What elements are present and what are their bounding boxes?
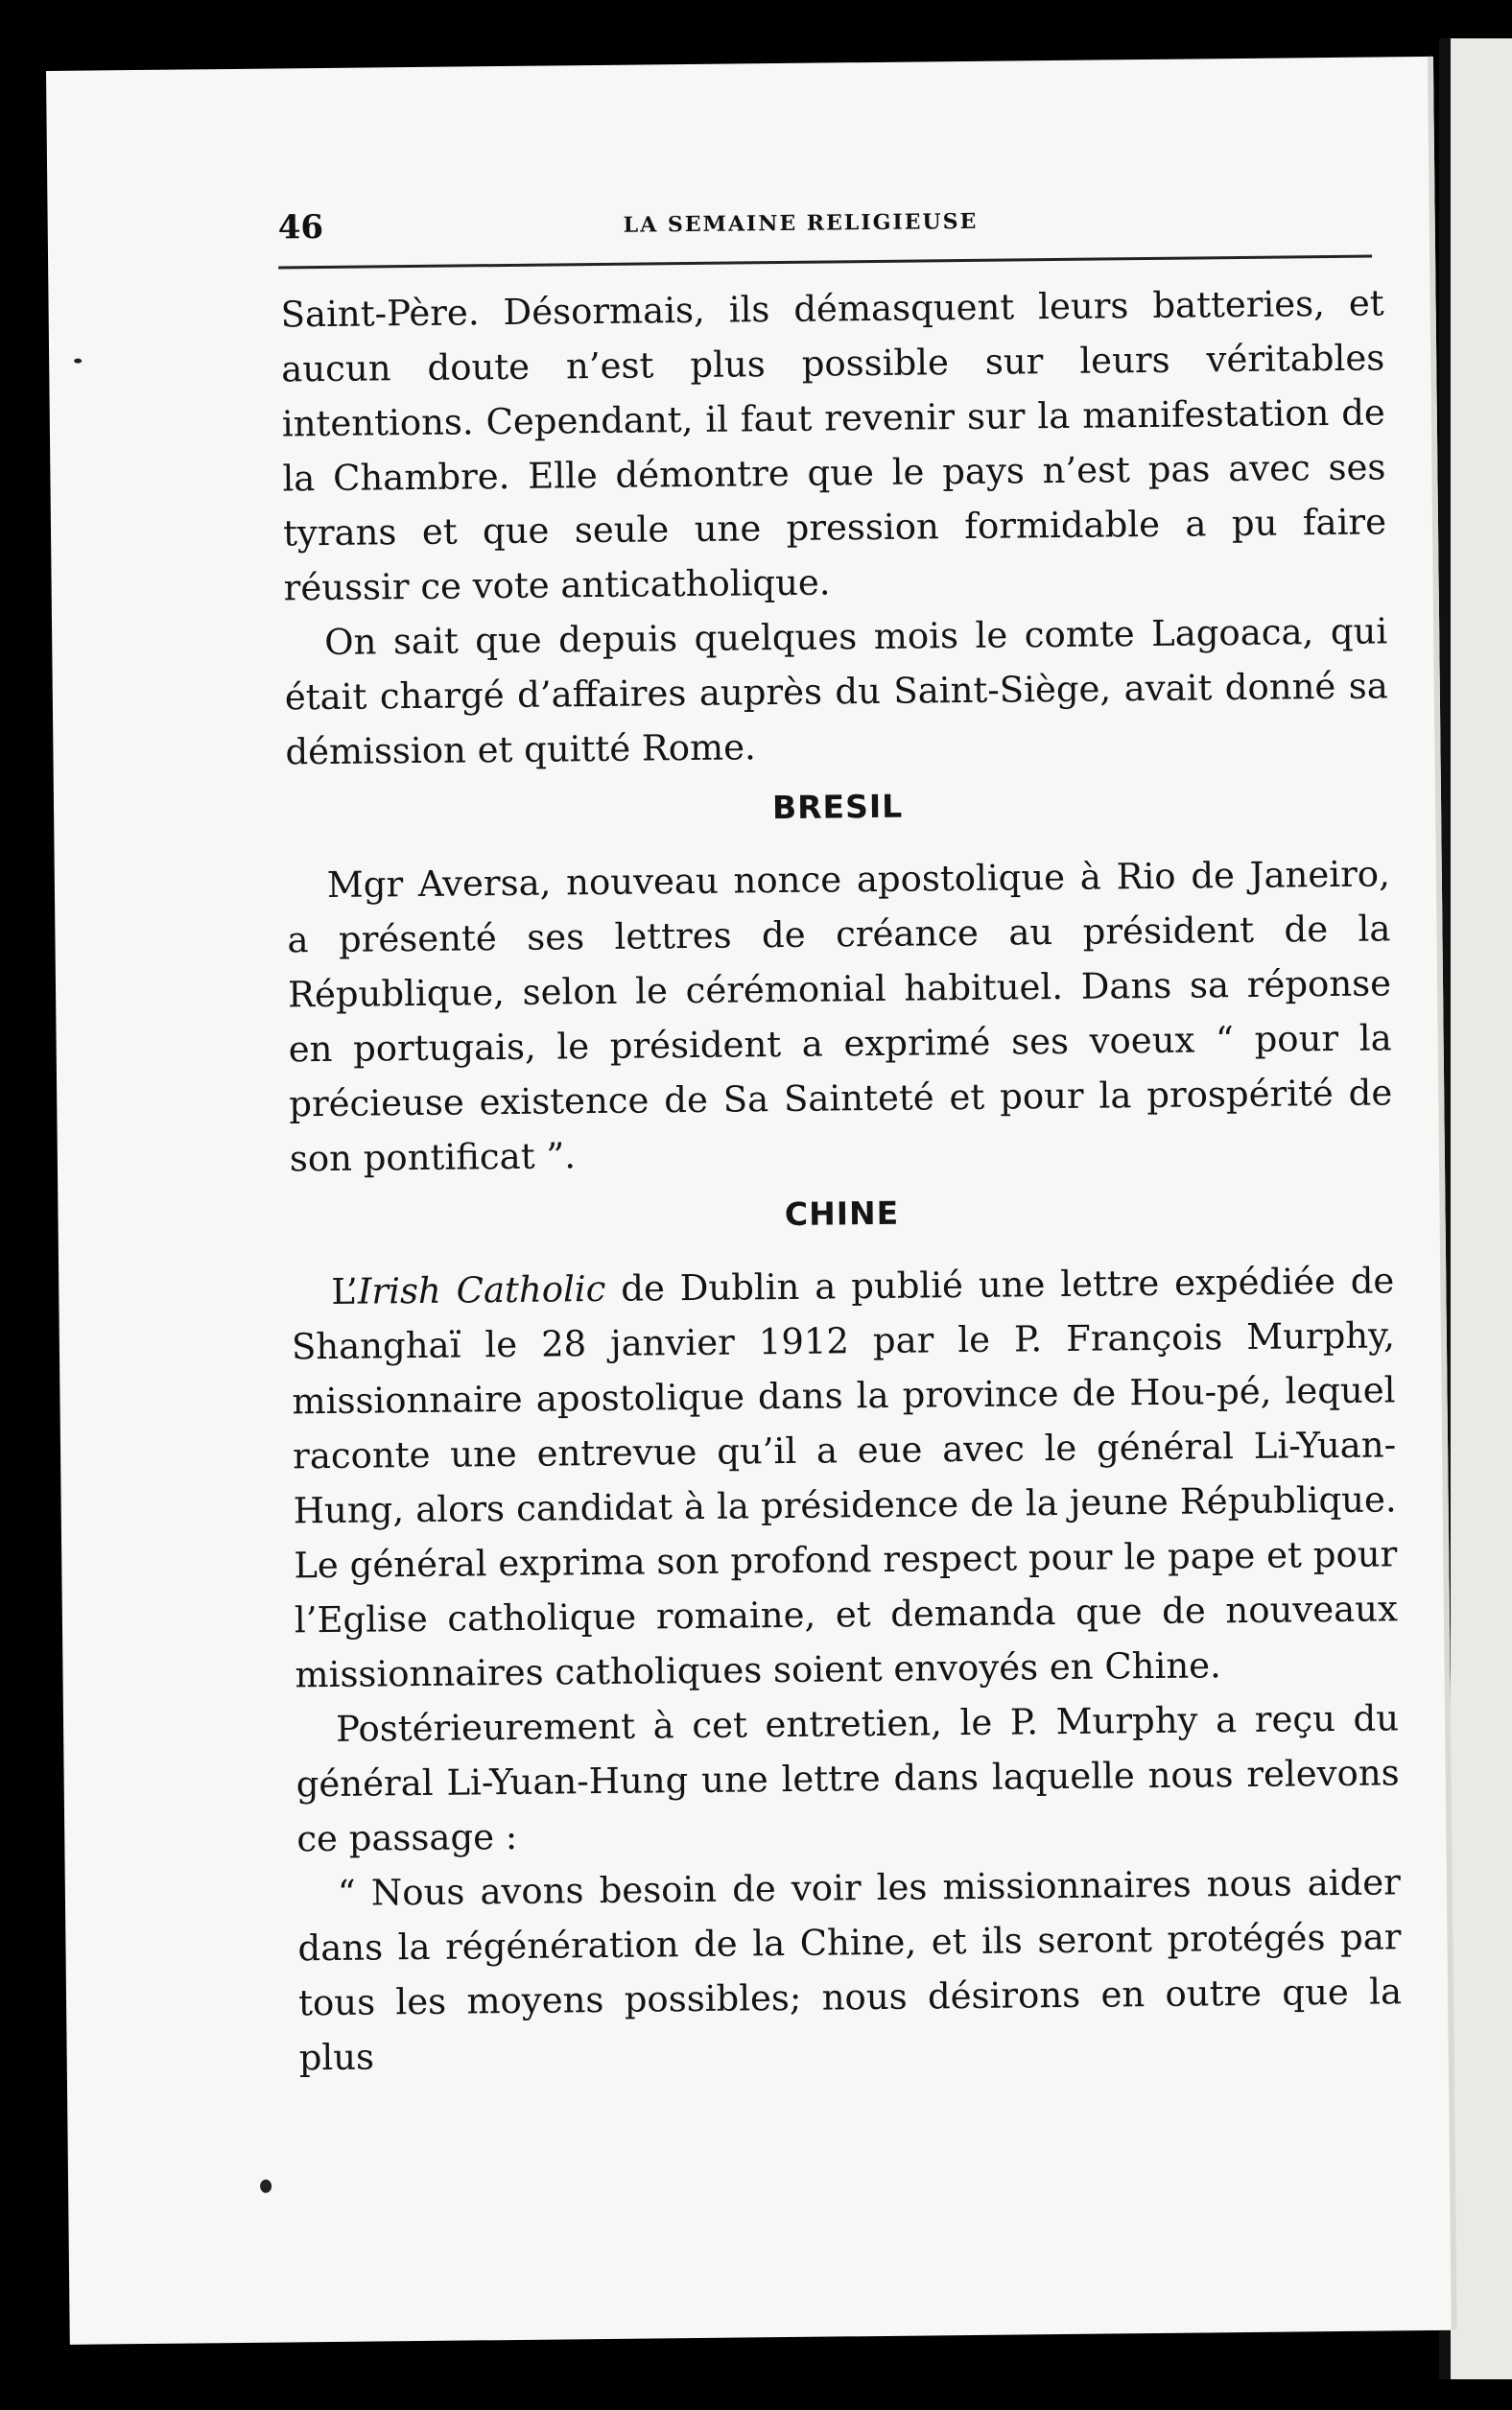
- page-number: 46: [277, 207, 324, 248]
- paragraph-1: Saint-Père. Désormais, ils démasquent leurs batteries, et aucun doute n’est plus possible sur leurs véritables intentions. Cependant, il faut revenir sur la manifestation de la Chambre. Elle démontre que le pays n’est pas avec ses tyrans et que seule une pression formidable a pu faire réussir ce vote anticatholique.: [280, 282, 1387, 609]
- next-page-edge: [1451, 38, 1512, 2379]
- section-heading-chine: CHINE: [784, 1193, 900, 1234]
- article-body: [280, 275, 1403, 2085]
- paragraph-3: Mgr Aversa, nouveau nonce apostolique à Rio de Janeiro, a présenté ses lettres de créance au président de la République, selon le cérémonial habituel. Dans sa réponse en portugais, le président a exprimé ses voeux “ pour la précieuse existence de Sa Sainteté et pour la prospérité de son pontificat ”.: [287, 853, 1393, 1180]
- book-page: [46, 57, 1457, 2345]
- running-title: LA SEMAINE RELIGIEUSE: [623, 208, 979, 238]
- scan-speck: [260, 2180, 272, 2193]
- header-rule: [278, 255, 1372, 270]
- paragraph-2: On sait que depuis quelques mois le comte Lagoaca, qui était chargé d’affaires auprès du Saint-Siège, avait donné sa démission et quitté Rome.: [284, 610, 1389, 773]
- paragraph-4-rest: de Dublin a publié une lettre expédiée de Shanghaï le 28 janvier 1912 par le P. François Murphy, missionnaire apostolique dans la province de Hou-pé, lequel raconte une entrevue qu’il a eue avec le général Li-Yuan-Hung, alors candidat à la présidence de la jeune République. Le général exprima son profond respect pour le pape et pour l’Eglise catholique romaine, et demanda que de nouveaux missionnaires catholiques soient envoyés en Chine.: [291, 1260, 1399, 1696]
- paragraph-4-prefix: L’: [331, 1270, 359, 1312]
- paragraph-6: “ Nous avons besoin de voir les missionnaires nous aider dans la régénération de la Chine, et ils seront protégés par tous les moyens possibles; nous désirons en outre que la plus: [297, 1861, 1403, 2079]
- publication-title: Irish Catholic: [357, 1267, 606, 1312]
- paragraph-5: Postérieurement à cet entretien, le P. Murphy a reçu du général Li-Yuan-Hung une lettre dans laquelle nous relevons ce passage :: [295, 1697, 1400, 1860]
- page-header: [278, 198, 1372, 248]
- paragraph-4: [291, 1253, 1399, 1702]
- section-heading-bresil: BRESIL: [771, 787, 904, 827]
- scan-speck: [74, 359, 82, 364]
